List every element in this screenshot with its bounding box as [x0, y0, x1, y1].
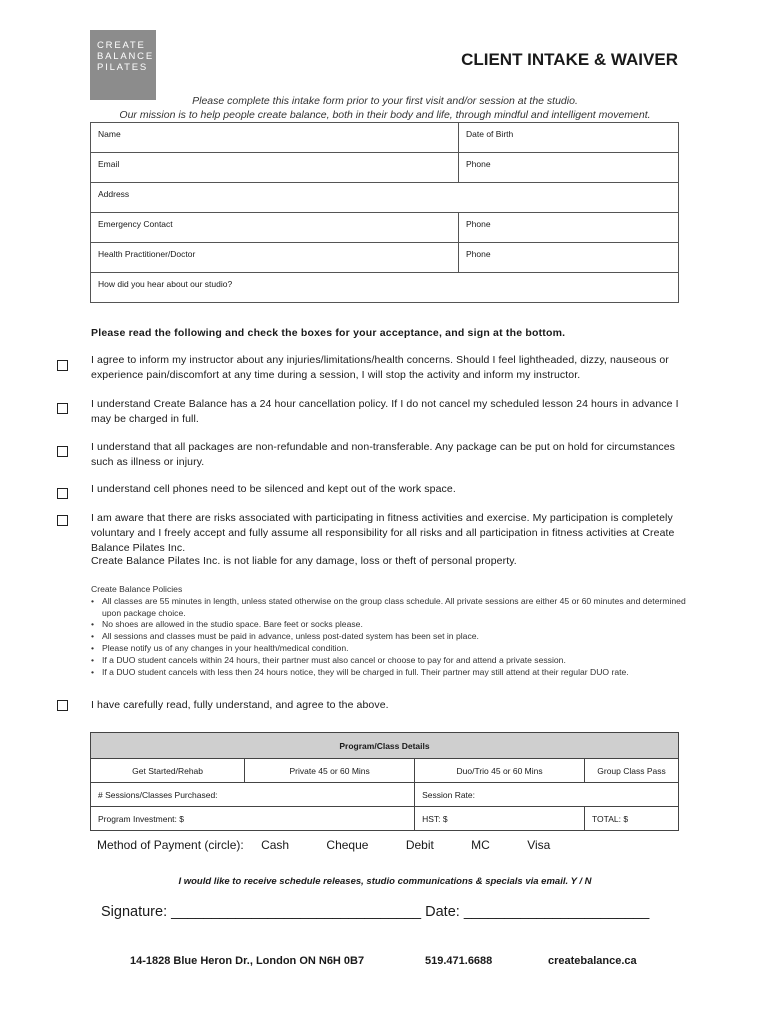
form-title: CLIENT INTAKE & WAIVER — [461, 50, 678, 69]
policy-item: • All sessions and classes must be paid in advance, unless post-dated system has been set in place. — [91, 631, 691, 643]
policy-item: • Please notify us of any changes in your health/medical condition. — [91, 643, 691, 655]
payment-mc[interactable]: MC — [471, 838, 490, 852]
policy-item: • All classes are 55 minutes in length, unless stated otherwise on the group class schedule. All private sessions are either 45 or 60 minutes and determined upon package choice. — [91, 596, 691, 620]
payment-visa[interactable]: Visa — [527, 838, 551, 852]
agreement-checkbox-3[interactable] — [57, 446, 68, 457]
practitioner-field[interactable] — [91, 243, 459, 273]
policy-item: • No shoes are allowed in the studio space. Bare feet or socks please. — [91, 619, 691, 631]
session-rate-field[interactable]: Session Rate: — [415, 783, 679, 807]
practitioner-phone-field[interactable] — [459, 243, 679, 273]
dob-field[interactable] — [459, 123, 679, 153]
total-field[interactable]: TOTAL: $ — [585, 807, 679, 831]
sessions-purchased-field[interactable]: # Sessions/Classes Purchased: — [91, 783, 415, 807]
footer-website[interactable]: createbalance.ca — [548, 955, 637, 967]
signature-line[interactable]: Signature: _______________________________ Date: _______________________ — [101, 904, 650, 920]
client-info-table — [90, 122, 679, 303]
agreement-text-1: I agree to inform my instructor about any injuries/limitations/health concerns. Should I feel lightheaded, dizzy, nauseous or experience pain/discomfort at any time during a session, I will stop the activity and inform my instructor. — [91, 354, 669, 381]
emergency-phone-field[interactable] — [459, 213, 679, 243]
emergency-phone-label: Phone — [466, 219, 491, 229]
agreement-text-4: I understand cell phones need to be silenced and kept out of the work space. — [91, 483, 456, 495]
program-header: Program/Class Details — [91, 733, 679, 759]
email-optin[interactable]: I would like to receive schedule releases, studio communications & specials via email. Y / N — [178, 876, 592, 887]
email-field[interactable] — [91, 153, 459, 183]
program-details-table — [90, 732, 679, 831]
payment-cheque[interactable]: Cheque — [326, 838, 369, 852]
agreement-text-3: I understand that all packages are non-refundable and non-transferable. Any package can be put on hold for circumstances such as illness or injury. — [91, 441, 676, 468]
option-get-started[interactable]: Get Started/Rehab — [91, 759, 245, 783]
agreement-checkbox-1[interactable] — [57, 360, 68, 371]
payment-method-row — [97, 838, 584, 852]
policies-title: Create Balance Policies — [91, 584, 183, 594]
option-group-pass[interactable]: Group Class Pass — [585, 759, 679, 783]
agreement-checkbox-5[interactable] — [57, 515, 68, 526]
program-investment-field[interactable]: Program Investment: $ — [91, 807, 415, 831]
final-agreement-text: I have carefully read, fully understand, and agree to the above. — [91, 699, 389, 711]
agreement-text-5: I am aware that there are risks associated with participating in fitness activities and exercise. My participation is completely voluntary and I freely accept and fully assume all responsibility for all risks and all participation in fitness activities at Create Balance Pilates Inc. — [91, 512, 675, 554]
payment-debit[interactable]: Debit — [405, 838, 434, 852]
policies-section — [91, 584, 691, 678]
phone-field[interactable] — [459, 153, 679, 183]
policy-item: • If a DUO student cancels within 24 hours, their partner must also cancel or choose to pay for and attend a private session. — [91, 655, 691, 667]
address-label: Address — [98, 189, 130, 199]
practitioner-label: Health Practitioner/Doctor — [98, 249, 196, 259]
intro-line-1: Please complete this intake form prior to your first visit and/or session at the studio. — [192, 95, 578, 107]
logo-line-3: PILATES — [97, 62, 148, 73]
phone-label: Phone — [466, 159, 491, 169]
footer-address: 14-1828 Blue Heron Dr., London ON N6H 0B7 — [130, 955, 365, 967]
agreement-checkbox-2[interactable] — [57, 403, 68, 414]
payment-cash[interactable]: Cash — [261, 838, 290, 852]
option-private[interactable]: Private 45 or 60 Mins — [245, 759, 415, 783]
logo-line-2: BALANCE — [97, 51, 154, 62]
referral-field[interactable] — [91, 273, 679, 303]
agreement-checkbox-4[interactable] — [57, 488, 68, 499]
option-duo-trio[interactable]: Duo/Trio 45 or 60 Mins — [415, 759, 585, 783]
referral-label: How did you hear about our studio? — [98, 279, 233, 289]
liability-text: Create Balance Pilates Inc. is not liable for any damage, loss or theft of personal property. — [91, 555, 517, 567]
payment-label: Method of Payment (circle): — [97, 838, 244, 852]
footer-phone: 519.471.6688 — [425, 955, 493, 967]
practitioner-phone-label: Phone — [466, 249, 491, 259]
emergency-contact-label: Emergency Contact — [98, 219, 173, 229]
emergency-contact-field[interactable] — [91, 213, 459, 243]
hst-field[interactable]: HST: $ — [415, 807, 585, 831]
final-agreement-checkbox[interactable] — [57, 700, 68, 711]
dob-label: Date of Birth — [466, 129, 514, 139]
email-label: Email — [98, 159, 120, 169]
name-field[interactable] — [91, 123, 459, 153]
address-field[interactable] — [91, 183, 679, 213]
logo-line-1: CREATE — [97, 40, 146, 51]
instructions-heading: Please read the following and check the boxes for your acceptance, and sign at the bottom. — [91, 327, 566, 339]
name-label: Name — [98, 129, 121, 139]
agreement-text-2: I understand Create Balance has a 24 hour cancellation policy. If I do not cancel my scheduled lesson 24 hours in advance I may be charged in full. — [91, 398, 679, 425]
policy-item: • If a DUO student cancels with less then 24 hours notice, they will be charged in full. Their partner may still attend at their regular DUO rate. — [91, 667, 691, 679]
intro-mission: Our mission is to help people create balance, both in their body and life, through mindful and intelligent movement. — [119, 109, 651, 121]
studio-logo — [90, 30, 156, 100]
